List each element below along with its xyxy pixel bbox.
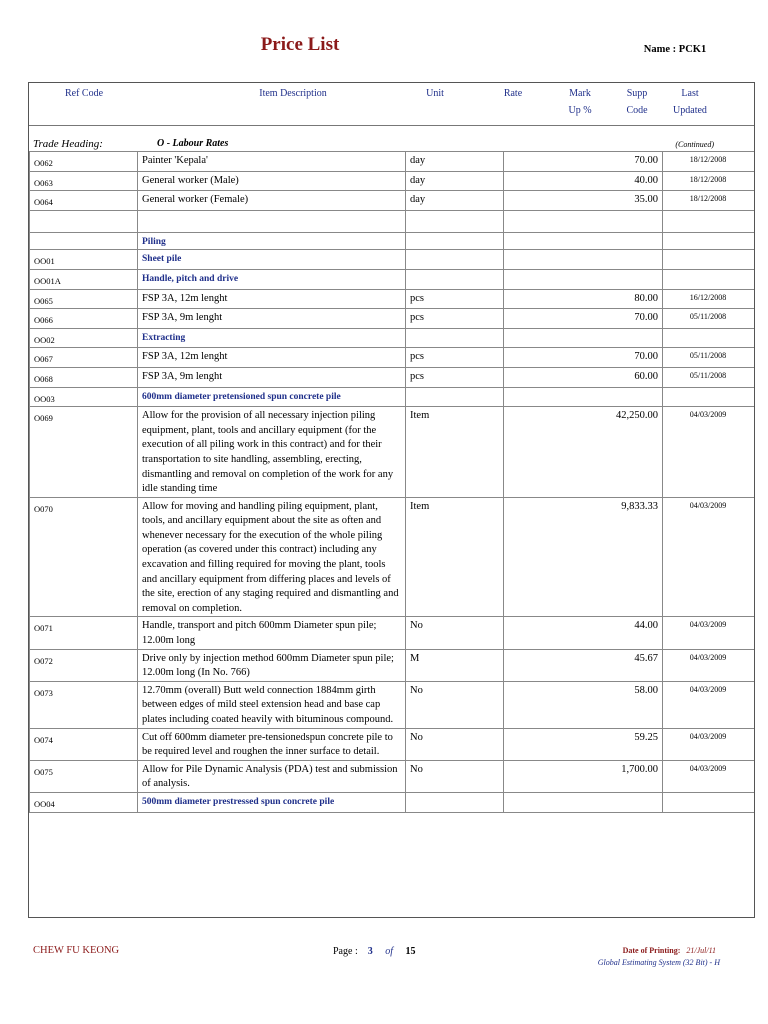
- table-row: [30, 232, 663, 250]
- last-updated-date: [662, 792, 754, 812]
- table-row: [30, 617, 663, 649]
- rate-cell: [504, 328, 663, 348]
- rate-cell: [504, 387, 663, 407]
- last-updated-date: [662, 232, 754, 250]
- ref-code-cell: OO01A: [30, 269, 138, 289]
- description-cell: [138, 210, 406, 232]
- unit-cell: pcs: [406, 289, 504, 309]
- table-row: [30, 250, 663, 270]
- trade-heading-name: O - Labour Rates: [157, 138, 229, 149]
- last-updated-date: 04/03/2009: [662, 616, 754, 648]
- header-last-line2: Updated: [673, 105, 707, 116]
- ref-code-cell: OO02: [30, 328, 138, 348]
- footer-page-label: Page :: [333, 946, 358, 957]
- description-cell: Sheet pile: [138, 250, 406, 270]
- table-row: [30, 728, 663, 760]
- table-row: [30, 792, 663, 812]
- table-row: [30, 289, 663, 309]
- rate-cell: 60.00: [504, 367, 663, 387]
- ref-code-cell: [30, 232, 138, 250]
- header-supp-line1: Supp: [626, 88, 648, 99]
- footer-system-name: Global Estimating System (32 Bit) - H: [597, 958, 720, 967]
- items-table-body: [30, 152, 663, 813]
- description-cell: FSP 3A, 9m lenght: [138, 367, 406, 387]
- description-cell: Cut off 600mm diameter pre-tensionedspun concrete pile to be required level and roughen the inner surface to detail.: [138, 728, 406, 760]
- unit-cell: [406, 328, 504, 348]
- unit-cell: day: [406, 152, 504, 172]
- header-divider: [29, 125, 754, 126]
- last-updated-date: [662, 210, 754, 232]
- ref-code-cell: O066: [30, 309, 138, 329]
- description-cell: Extracting: [138, 328, 406, 348]
- description-cell: Piling: [138, 232, 406, 250]
- table-row: [30, 171, 663, 191]
- table-row: [30, 152, 663, 172]
- ref-code-cell: OO04: [30, 792, 138, 812]
- last-updated-date: 04/03/2009: [662, 649, 754, 681]
- table-row: [30, 210, 663, 232]
- rate-cell: 80.00: [504, 289, 663, 309]
- rate-cell: 70.00: [504, 348, 663, 368]
- last-updated-date: 05/11/2008: [662, 347, 754, 367]
- footer-page-number: 3: [367, 946, 373, 957]
- footer-of-label: of: [385, 946, 393, 957]
- unit-cell: day: [406, 171, 504, 191]
- description-cell: Handle, transport and pitch 600mm Diameter spun pile; 12.00m long: [138, 617, 406, 649]
- unit-cell: [406, 269, 504, 289]
- unit-cell: [406, 250, 504, 270]
- rate-cell: 42,250.00: [504, 407, 663, 498]
- last-updated-date: 04/03/2009: [662, 681, 754, 728]
- description-cell: Allow for moving and handling piling equipment, plant, tools, and ancillary equipment about the site as often and whenever necessary for the execution of the whole piling operation (as covered under this contract) including any excavation and filling required for moving the plant, tools and ancillary equipment from differing places and levels of the site, erection of any staging required and dismantling and removal on completion.: [138, 497, 406, 617]
- ref-code-cell: O065: [30, 289, 138, 309]
- last-updated-date: 18/12/2008: [662, 151, 754, 171]
- table-row: [30, 191, 663, 211]
- ref-code-cell: O072: [30, 649, 138, 681]
- last-updated-date: 04/03/2009: [662, 728, 754, 760]
- footer-date-value: 21/Jul/11: [686, 946, 716, 955]
- description-cell: General worker (Female): [138, 191, 406, 211]
- ref-code-cell: O071: [30, 617, 138, 649]
- rate-cell: 70.00: [504, 152, 663, 172]
- ref-code-cell: O074: [30, 728, 138, 760]
- price-list-sheet: [28, 82, 755, 918]
- last-updated-date: 18/12/2008: [662, 171, 754, 191]
- header-rate: Rate: [503, 88, 523, 99]
- rate-cell: 35.00: [504, 191, 663, 211]
- table-row: [30, 497, 663, 617]
- description-cell: Allow for the provision of all necessary injection piling equipment, plant, tools and ancillary equipment (for the execution of all piling work in this contract) and for their transportation to site handling, assembling, erecting, dismantling and removal on completion of the work for any idle standing time: [138, 407, 406, 498]
- header-unit: Unit: [426, 88, 444, 99]
- unit-cell: No: [406, 728, 504, 760]
- unit-cell: No: [406, 617, 504, 649]
- description-cell: FSP 3A, 9m lenght: [138, 309, 406, 329]
- unit-cell: M: [406, 649, 504, 681]
- items-table-wrap: [29, 151, 754, 813]
- last-updated-date: 05/11/2008: [662, 308, 754, 328]
- table-row: [30, 309, 663, 329]
- unit-cell: pcs: [406, 309, 504, 329]
- last-updated-date: 05/11/2008: [662, 367, 754, 387]
- unit-cell: [406, 792, 504, 812]
- description-cell: 600mm diameter pretensioned spun concrete pile: [138, 387, 406, 407]
- ref-code-cell: OO01: [30, 250, 138, 270]
- last-updated-date: [662, 269, 754, 289]
- last-updated-date: 04/03/2009: [662, 497, 754, 617]
- unit-cell: No: [406, 681, 504, 728]
- description-cell: Painter 'Kepala': [138, 152, 406, 172]
- description-cell: Handle, pitch and drive: [138, 269, 406, 289]
- header-markup-line1: Mark: [569, 88, 591, 99]
- items-table: [29, 151, 663, 813]
- rate-cell: [504, 210, 663, 232]
- header-supp-code: [615, 83, 659, 125]
- footer-pagination: [333, 946, 416, 957]
- ref-code-cell: OO03: [30, 387, 138, 407]
- ref-code-cell: [30, 210, 138, 232]
- rate-cell: [504, 250, 663, 270]
- ref-code-cell: O073: [30, 681, 138, 728]
- description-cell: FSP 3A, 12m lenght: [138, 289, 406, 309]
- ref-code-cell: O067: [30, 348, 138, 368]
- table-row: [30, 387, 663, 407]
- last-updated-date: [662, 387, 754, 407]
- description-cell: General worker (Male): [138, 171, 406, 191]
- page-title: Price List: [260, 34, 340, 55]
- rate-cell: [504, 269, 663, 289]
- rate-cell: 9,833.33: [504, 497, 663, 617]
- trade-heading-label: Trade Heading:: [33, 138, 103, 150]
- description-cell: Drive only by injection method 600mm Diameter spun pile; 12.00m long (In No. 766): [138, 649, 406, 681]
- table-row: [30, 649, 663, 681]
- unit-cell: day: [406, 191, 504, 211]
- table-row: [30, 269, 663, 289]
- rate-cell: [504, 792, 663, 812]
- table-row: [30, 407, 663, 498]
- header-ref-code: Ref Code: [64, 88, 104, 99]
- table-row: [30, 367, 663, 387]
- name-label: Name : PCK1: [643, 44, 707, 55]
- rate-cell: 59.25: [504, 728, 663, 760]
- header-markup: [555, 83, 605, 125]
- rate-cell: [504, 232, 663, 250]
- description-cell: 12.70mm (overall) Butt weld connection 1884mm girth between edges of mild steel extension head and base cap plates including coated heavily with bituminous compound.: [138, 681, 406, 728]
- unit-cell: No: [406, 760, 504, 792]
- ref-code-cell: O070: [30, 497, 138, 617]
- description-cell: 500mm diameter prestressed spun concrete pile: [138, 792, 406, 812]
- ref-code-cell: O063: [30, 171, 138, 191]
- rate-cell: 44.00: [504, 617, 663, 649]
- last-updated-date: [662, 328, 754, 348]
- last-updated-date: 04/03/2009: [662, 760, 754, 792]
- unit-cell: [406, 210, 504, 232]
- ref-code-cell: O064: [30, 191, 138, 211]
- ref-code-cell: O075: [30, 760, 138, 792]
- header-supp-line2: Code: [626, 105, 648, 116]
- footer-author: CHEW FU KEONG: [33, 945, 120, 956]
- rate-cell: 58.00: [504, 681, 663, 728]
- rate-cell: 45.67: [504, 649, 663, 681]
- last-updated-date: 18/12/2008: [662, 190, 754, 210]
- unit-cell: [406, 387, 504, 407]
- ref-code-cell: O062: [30, 152, 138, 172]
- unit-cell: pcs: [406, 348, 504, 368]
- footer-page-total: 15: [405, 946, 416, 957]
- table-row: [30, 760, 663, 792]
- rate-cell: 1,700.00: [504, 760, 663, 792]
- footer-print-date: [560, 946, 716, 955]
- unit-cell: pcs: [406, 367, 504, 387]
- table-row: [30, 328, 663, 348]
- table-row: [30, 681, 663, 728]
- rate-cell: 70.00: [504, 309, 663, 329]
- date-column-bottom-border: [662, 812, 754, 813]
- description-cell: Allow for Pile Dynamic Analysis (PDA) test and submission of analysis.: [138, 760, 406, 792]
- header-markup-line2: Up %: [568, 105, 592, 116]
- description-cell: FSP 3A, 12m lenght: [138, 348, 406, 368]
- last-updated-date: [662, 249, 754, 269]
- continued-note: (Continued): [675, 140, 714, 149]
- ref-code-cell: O068: [30, 367, 138, 387]
- header-last-updated: [665, 83, 715, 125]
- last-updated-date: 04/03/2009: [662, 406, 754, 497]
- ref-code-cell: O069: [30, 407, 138, 498]
- table-row: [30, 348, 663, 368]
- unit-cell: [406, 232, 504, 250]
- rate-cell: 40.00: [504, 171, 663, 191]
- header-last-line1: Last: [681, 88, 699, 99]
- unit-cell: Item: [406, 497, 504, 617]
- last-updated-date: 16/12/2008: [662, 289, 754, 309]
- unit-cell: Item: [406, 407, 504, 498]
- footer-date-label: Date of Printing:: [622, 946, 681, 955]
- header-item-description: Item Description: [259, 88, 327, 99]
